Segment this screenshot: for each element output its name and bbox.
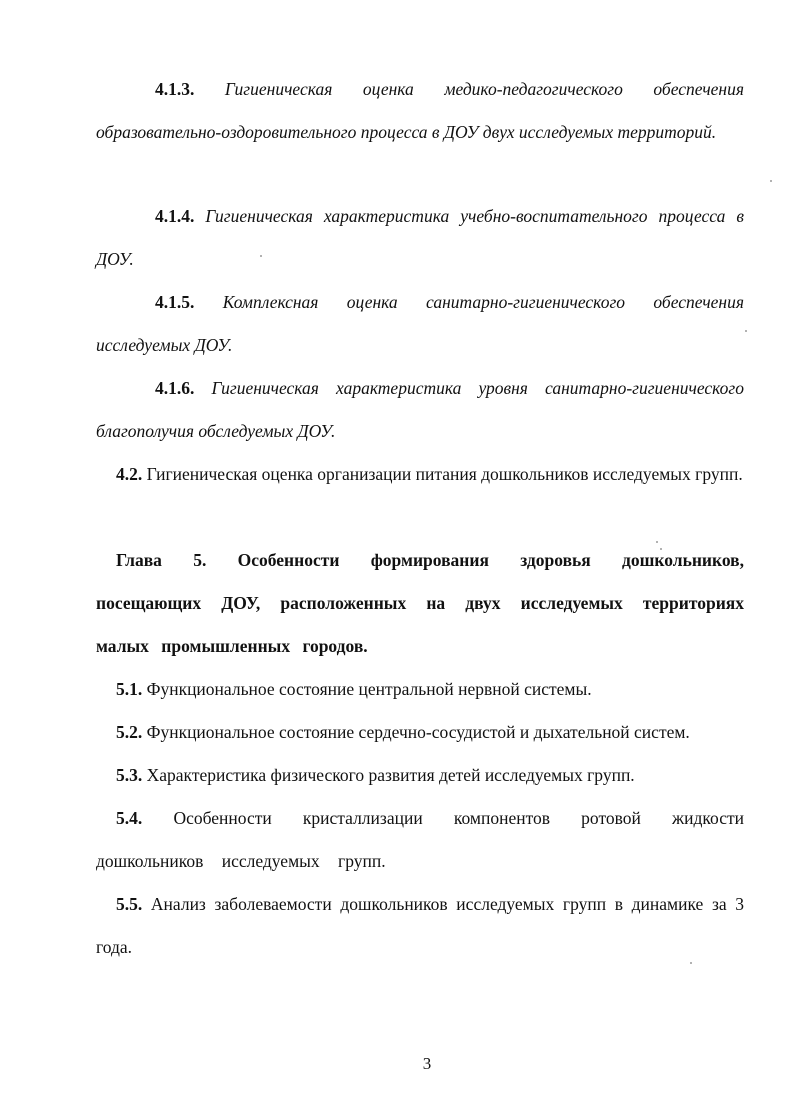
item-text: Комплексная оценка санитарно-гигиенического обеспечения исследуемых ДОУ. — [96, 292, 744, 355]
item-number: 4.1.3. — [155, 79, 195, 99]
scan-speck — [770, 180, 772, 182]
scan-speck — [660, 548, 662, 550]
toc-item-5-3 — [96, 754, 744, 797]
item-number: 4.1.6. — [155, 378, 195, 398]
item-text: Функциональное состояние центральной нервной системы. — [146, 679, 592, 699]
item-text: Особенности кристаллизации компонентов ротовой жидкости дошкольников исследуемых групп. — [96, 808, 744, 871]
item-text: Гигиеническая оценка организации питания дошкольников исследуемых групп. — [146, 464, 743, 484]
item-text: Функциональное состояние сердечно-сосудистой и дыхательной систем. — [146, 722, 690, 742]
item-number: 5.1. — [116, 679, 143, 699]
item-number: 4.1.4. — [155, 206, 195, 226]
item-text: Гигиеническая характеристика уровня санитарно-гигиенического благополучия обследуемых ДОУ. — [96, 378, 744, 441]
item-text: Анализ заболеваемости дошкольников исследуемых групп в динамике за 3 года. — [96, 894, 745, 957]
item-number: 4.2. — [116, 464, 143, 484]
item-text: Гигиеническая оценка медико-педагогического обеспечения образовательно-оздоровительного процесса в ДОУ двух исследуемых территорий. — [96, 79, 745, 142]
item-number: 5.5. — [116, 894, 143, 914]
toc-item-4-1-4 — [96, 195, 744, 281]
scan-speck — [260, 255, 262, 257]
toc-item-4-1-3 — [96, 68, 744, 154]
toc-item-5-2 — [96, 711, 744, 754]
toc-item-5-1 — [96, 668, 744, 711]
chapter-number: Глава 5. — [116, 550, 207, 570]
page-number: 3 — [422, 1054, 432, 1073]
toc-item-4-1-6 — [96, 367, 744, 453]
scan-speck — [690, 962, 692, 964]
toc-item-4-2 — [96, 453, 744, 496]
item-text: Гигиеническая характеристика учебно-воспитательного процесса в ДОУ. — [96, 206, 744, 269]
scan-speck — [656, 541, 658, 543]
item-number: 4.1.5. — [155, 292, 195, 312]
chapter-5-heading — [96, 539, 744, 668]
item-number: 5.2. — [116, 722, 143, 742]
item-number: 5.3. — [116, 765, 143, 785]
chapter-title: Особенности формирования здоровья дошкольников, посещающих ДОУ, расположенных на двух исследуемых территориях малых промышленных городов. — [96, 550, 744, 656]
item-number: 5.4. — [116, 808, 143, 828]
scan-speck — [745, 330, 747, 332]
toc-item-5-5 — [96, 883, 744, 969]
item-text: Характеристика физического развития детей исследуемых групп. — [146, 765, 635, 785]
toc-item-4-1-5 — [96, 281, 744, 367]
toc-item-5-4 — [96, 797, 744, 883]
